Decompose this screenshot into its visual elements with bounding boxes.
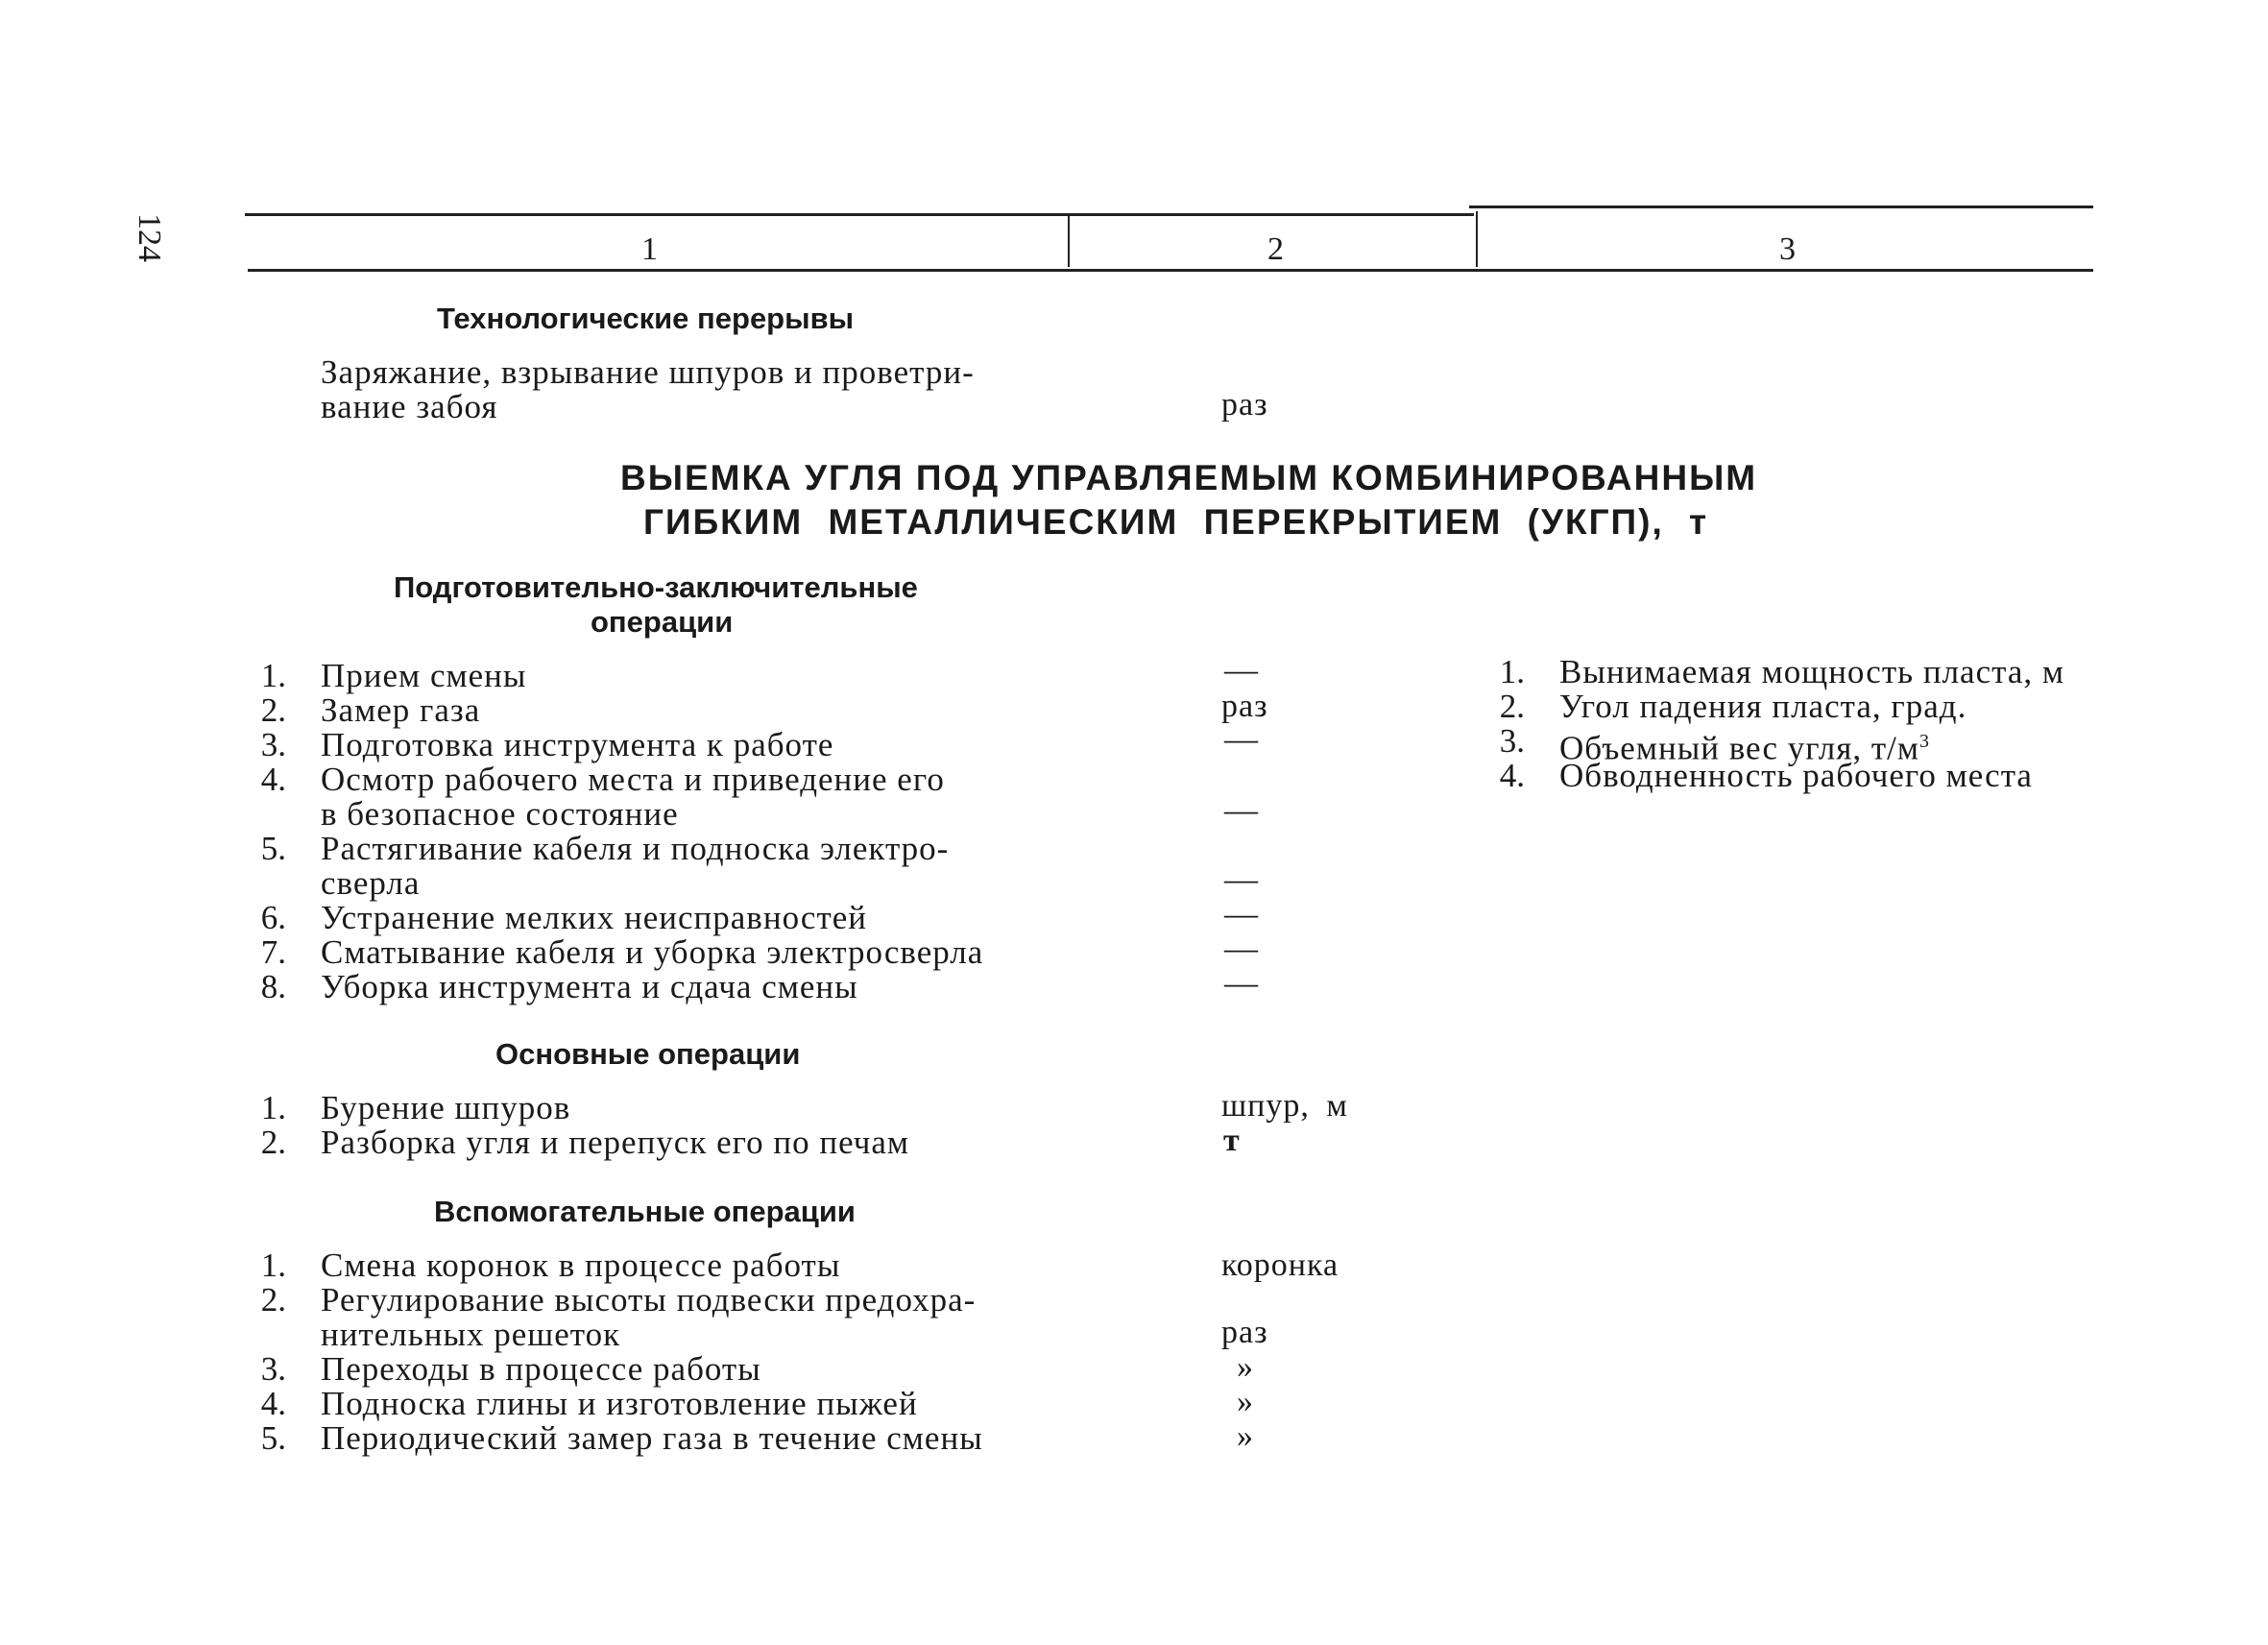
main-ops-item-number: 1.	[260, 1089, 286, 1126]
factor-text: Обводненность рабочего места	[1559, 757, 2033, 794]
factor-number: 2.	[1499, 688, 1525, 725]
header-bottom-rule	[248, 269, 2093, 272]
factor-text: Вынимаемая мощность пласта, м	[1559, 653, 2065, 690]
factor-number: 4.	[1499, 757, 1525, 794]
prep-heading-line2: операции	[591, 605, 734, 639]
factor-superscript: 3	[1919, 731, 1931, 752]
prep-item-text: Замер газа	[321, 691, 481, 729]
prep-item-text: Уборка инструмента и сдача смены	[321, 968, 858, 1005]
tech-breaks-item-line2: вание забоя	[321, 388, 498, 425]
aux-ops-item-unit: коронка	[1221, 1247, 1339, 1283]
tech-breaks-item-unit: раз	[1221, 387, 1268, 423]
aux-ops-item-unit: »	[1237, 1349, 1254, 1385]
factor-number: 1.	[1499, 653, 1525, 690]
aux-ops-item-number: 5.	[260, 1419, 286, 1457]
page-number: 124	[132, 213, 167, 262]
aux-ops-item-text: Регулирование высоты подвески предохра-	[321, 1281, 977, 1318]
column-header-1: 1	[641, 231, 658, 267]
prep-item-unit: —	[1224, 791, 1258, 829]
column-divider-2	[1476, 211, 1478, 267]
header-top-rule	[245, 213, 1474, 216]
aux-ops-heading: Вспомогательные операции	[434, 1195, 856, 1228]
aux-ops-item-number: 1.	[260, 1246, 286, 1284]
section-title-line1: ВЫЕМКА УГЛЯ ПОД УПРАВЛЯЕМЫМ КОМБИНИРОВАННЫМ	[620, 458, 1758, 497]
prep-item-number: 1.	[260, 657, 286, 694]
aux-ops-item-text: Периодический замер газа в течение смены	[321, 1419, 983, 1457]
prep-item-unit: —	[1224, 860, 1258, 898]
aux-ops-item-unit: »	[1237, 1418, 1254, 1454]
prep-item-unit: —	[1224, 964, 1258, 1002]
column-header-2: 2	[1267, 231, 1284, 267]
prep-heading-line1: Подготовительно-заключительные	[394, 570, 918, 604]
prep-item-number: 3.	[260, 726, 286, 763]
prep-item-number: 4.	[260, 761, 286, 798]
main-ops-item-text: Разборка угля и перепуск его по печам	[321, 1124, 910, 1161]
aux-ops-item-unit: раз	[1221, 1315, 1268, 1350]
header-top-rule-right	[1469, 206, 2093, 208]
prep-item-text: Растягивание кабеля и подноска электро-	[321, 830, 950, 867]
aux-ops-item-text-continued: нительных решеток	[321, 1316, 621, 1353]
section-title-line2: ГИБКИМ МЕТАЛЛИЧЕСКИМ ПЕРЕКРЫТИЕМ (УКГП), т	[643, 502, 1709, 542]
main-ops-item-unit: шпур, м	[1221, 1088, 1348, 1124]
prep-item-number: 8.	[260, 968, 286, 1005]
prep-item-unit: —	[1224, 930, 1258, 967]
prep-item-text: Подготовка инструмента к работе	[321, 726, 834, 763]
aux-ops-item-unit: »	[1237, 1384, 1254, 1419]
prep-item-text: Сматывание кабеля и уборка электросверла	[321, 933, 984, 971]
prep-item-number: 5.	[260, 830, 286, 867]
prep-item-number: 6.	[260, 899, 286, 936]
aux-ops-item-number: 4.	[260, 1385, 286, 1422]
prep-item-unit: —	[1224, 651, 1258, 689]
main-ops-item-unit: т	[1223, 1123, 1241, 1158]
main-ops-item-number: 2.	[260, 1124, 286, 1161]
factor-text: Угол падения пласта, град.	[1559, 688, 1967, 725]
main-ops-heading: Основные операции	[495, 1037, 801, 1071]
tech-breaks-heading: Технологические перерывы	[437, 302, 855, 335]
factor-text: Объемный вес угля, т/м	[1559, 729, 1920, 767]
aux-ops-item-number: 2.	[260, 1281, 286, 1318]
column-header-3: 3	[1779, 231, 1796, 267]
aux-ops-item-number: 3.	[260, 1350, 286, 1388]
factor-number: 3.	[1499, 722, 1525, 760]
prep-item-unit: —	[1224, 895, 1258, 932]
prep-item-unit: —	[1224, 720, 1258, 758]
prep-item-text-continued: сверла	[321, 864, 421, 902]
prep-item-text: Прием смены	[321, 657, 527, 694]
aux-ops-item-text: Подноска глины и изготовление пыжей	[321, 1385, 918, 1422]
aux-ops-item-text: Смена коронок в процессе работы	[321, 1246, 841, 1284]
prep-item-number: 7.	[260, 933, 286, 971]
main-ops-item-text: Бурение шпуров	[321, 1089, 571, 1126]
prep-item-text: Осмотр рабочего места и приведение его	[321, 761, 945, 798]
tech-breaks-item-line1: Заряжание, взрывание шпуров и проветри-	[321, 353, 975, 391]
prep-item-number: 2.	[260, 691, 286, 729]
prep-item-text: Устранение мелких неисправностей	[321, 899, 868, 936]
aux-ops-item-text: Переходы в процессе работы	[321, 1350, 761, 1388]
prep-item-text-continued: в безопасное состояние	[321, 795, 679, 833]
prep-item-unit: раз	[1221, 689, 1268, 724]
column-divider-1	[1068, 213, 1070, 267]
